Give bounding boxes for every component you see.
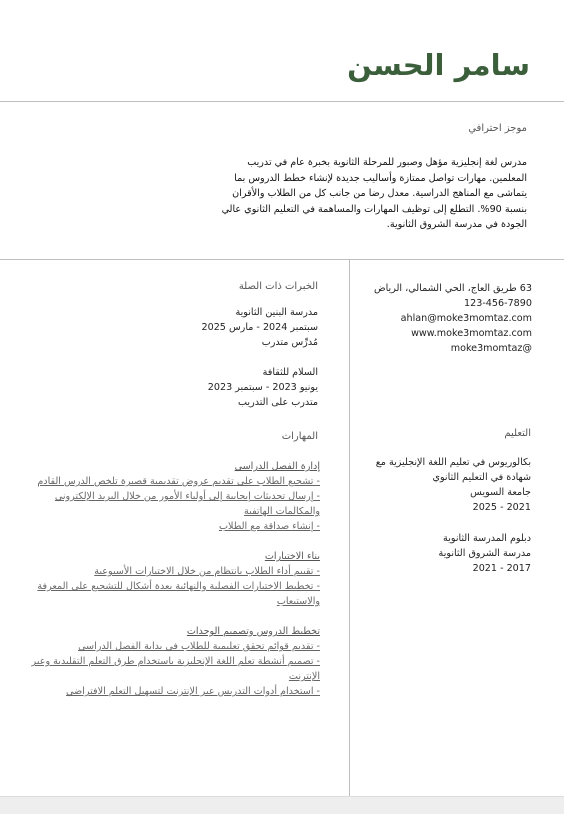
education-degree: بكالوريوس في تعليم اللغة الإنجليزية مع شهادة في التعليم الثانوي [375,457,531,483]
job-dates: يونيو 2023 - سبتمبر 2023 [207,382,318,393]
education-title: التعليم [504,428,531,439]
job-dates: سبتمبر 2024 - مارس 2025 [201,322,318,333]
job-organization: السلام للثقافة [262,367,318,378]
header-divider [0,101,564,102]
education-school: جامعة السويس [470,487,531,498]
education-dates: 2021 - 2025 [472,502,531,513]
column-divider [349,259,350,796]
job-role: متدرب على التدريب [238,397,318,408]
candidate-name: سامر الحسن [347,48,530,82]
contact-email[interactable]: ahlan@moke3momtaz.com [400,313,532,324]
skill-group-heading: إدارة الفصل الدراسي [234,461,320,472]
experience-block [108,305,318,410]
education-dates: 2017 - 2021 [472,563,531,574]
experience-title: الخبرات ذات الصلة [238,281,318,292]
skill-item: - تقييم أداء الطلاب بانتظام من خلال الاختبارات الأسبوعية [94,566,320,577]
skill-item: - تقديم قوائم تحقق تعليمية للطلاب في بداية الفصل الدراسي [78,641,320,652]
education-degree: دبلوم المدرسة الثانوية [443,533,531,544]
skill-item: - إنشاء صداقة مع الطلاب [218,521,320,532]
summary-divider [0,259,564,260]
summary-text: مدرس لغة إنجليزية مؤهل وصبور للمرحلة الثانوية بخبرة عام في تدريب المعلمين. مهارات تواصل ممتازة وأساليب جديدة لإنشاء خطط الدروس بما يتماشى مع المناهج الدراسية. معدل رضا من جانب كل من الطلاب والأقران بنسبة 90%. التطلع إلى توظيف المهارات والمساهمة في التعليم الثانوي عالي الجودة في مدرسة الشروق الثانوية. [221,157,527,230]
job-organization: مدرسة البنين الثانوية [235,307,318,318]
skill-item: - تصميم أنشطة تعلم اللغة الإنجليزية باستخدام طرق التعلم التقليدية وعبر الإنترنت [31,656,320,682]
skill-group-heading: تخطيط الدروس وتصميم الوحدات [186,626,320,637]
skill-item: - استخدام أدوات التدريس عبر الإنترنت لتسهيل التعلم الافتراضي [66,686,320,697]
skill-item: - تخطيط الاختبارات الفصلية والنهائية بعدة أشكال للتشجيع على المعرفة والاستيعاب [37,581,320,607]
education-block [361,455,531,576]
contact-website[interactable]: www.moke3momtaz.com [411,328,532,339]
summary-title: موجز احترافي [468,123,527,134]
skill-group-heading: بناء الاختبارات [264,551,320,562]
page-edge [0,796,564,814]
skills-block [20,459,320,699]
contact-handle: moke3momtaz@ [450,343,532,354]
job-role: مُدرِّس متدرب [261,337,318,348]
skill-item: - إرسال تحديثات إيجابية إلى أولياء الأمور من خلال البريد الإلكتروني والمكالمات الهاتفية [54,491,320,517]
contact-address: 63 طريق العاج، الحي الشمالي، الرياض 7890-456-123 [374,283,532,309]
education-school: مدرسة الشروق الثانوية [438,548,531,559]
skill-item: - تشجيع الطلاب على تقديم عروض تقديمية قصيرة تلخص الدرس القادم [37,476,320,487]
contact-block [372,281,532,356]
skills-title: المهارات [281,431,318,442]
